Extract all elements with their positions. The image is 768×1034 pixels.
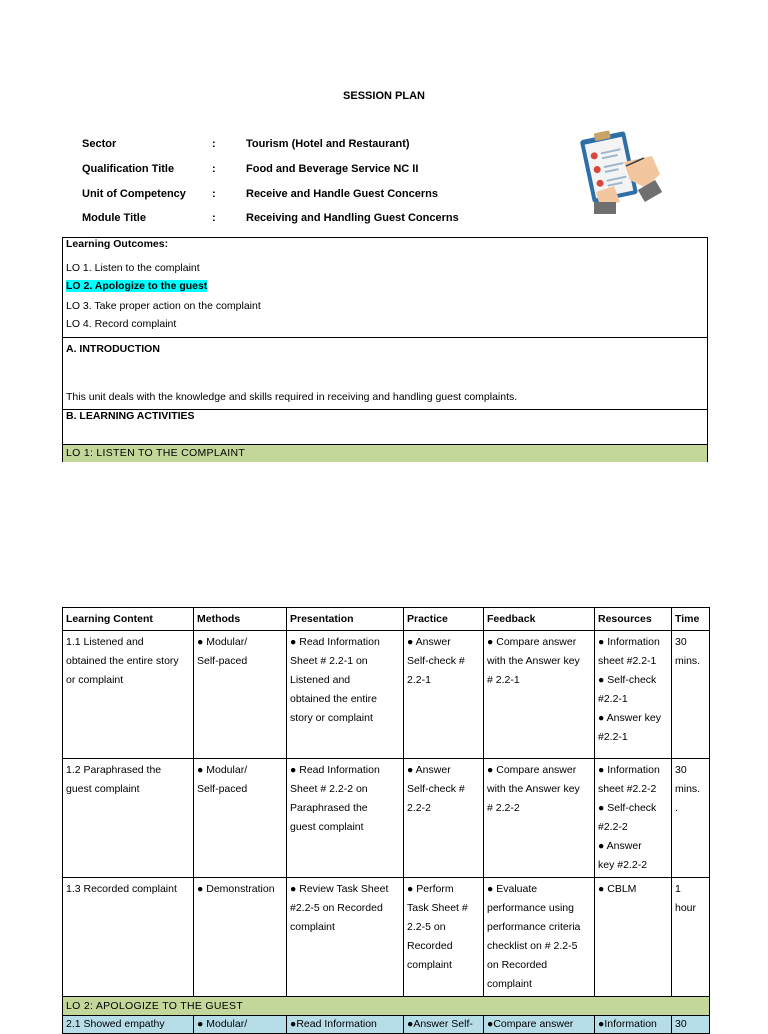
table-cell bbox=[404, 759, 484, 878]
cell-line: ● Perform bbox=[407, 883, 454, 895]
cell-line: Task Sheet # bbox=[407, 902, 468, 914]
table-row bbox=[63, 759, 710, 878]
cell-line: ● Read Information bbox=[290, 764, 380, 776]
cell-line: guest complaint bbox=[66, 783, 140, 795]
cell-line: Recorded bbox=[407, 940, 453, 952]
table-cell bbox=[672, 759, 710, 878]
table-cell: ● Modular/ bbox=[194, 1016, 287, 1034]
introduction-text: This unit deals with the knowledge and skills required in receiving and handling guest complaints. bbox=[66, 391, 518, 403]
cell-line: # 2.2-1 bbox=[487, 674, 520, 686]
cell-line: 2.2-5 on bbox=[407, 921, 446, 933]
cell-line: performance criteria bbox=[487, 921, 581, 933]
table-cell bbox=[672, 631, 710, 759]
cell-line: or complaint bbox=[66, 674, 124, 686]
lo2-band-label: LO 2: APOLOGIZE TO THE GUEST bbox=[63, 997, 710, 1016]
cell-line: ● Self-check bbox=[598, 802, 657, 814]
header-colon: : bbox=[212, 163, 216, 175]
cell-line: 1.2 Paraphrased the bbox=[66, 764, 162, 776]
column-header: Presentation bbox=[287, 608, 404, 631]
cell-line: #2.2-5 on Recorded bbox=[290, 902, 383, 914]
cell-line: #2.2-1 bbox=[598, 693, 628, 705]
outcome-item: LO 1. Listen to the complaint bbox=[66, 262, 200, 274]
header-value: Receiving and Handling Guest Concerns bbox=[246, 212, 459, 224]
cell-line: ● Information bbox=[598, 636, 660, 648]
cell-line: performance using bbox=[487, 902, 574, 914]
table-cell bbox=[595, 631, 672, 759]
table-cell bbox=[484, 878, 595, 997]
outcomes-heading: Learning Outcomes: bbox=[66, 238, 169, 250]
column-header: Methods bbox=[194, 608, 287, 631]
outcome-item: LO 4. Record complaint bbox=[66, 318, 177, 330]
cell-line: on Recorded bbox=[487, 959, 548, 971]
table-cell: ●Compare answer bbox=[484, 1016, 595, 1034]
table-cell bbox=[287, 878, 404, 997]
table-row bbox=[63, 631, 710, 759]
cell-line: Sheet # 2.2-2 on bbox=[290, 783, 368, 795]
header-label: Unit of Competency bbox=[82, 188, 186, 200]
cell-line: sheet #2.2-2 bbox=[598, 783, 657, 795]
cell-line: with the Answer key bbox=[487, 655, 580, 667]
divider bbox=[63, 337, 707, 338]
table-cell bbox=[63, 878, 194, 997]
cell-line: ● Self-check bbox=[598, 674, 657, 686]
table-cell bbox=[404, 878, 484, 997]
cell-line: 2.2-1 bbox=[407, 674, 431, 686]
clipboard-checklist-icon bbox=[574, 122, 674, 216]
cell-line: obtained the entire bbox=[290, 693, 377, 705]
cell-line: ● Compare answer bbox=[487, 764, 577, 776]
header-value: Receive and Handle Guest Concerns bbox=[246, 188, 438, 200]
cell-line: ● Compare answer bbox=[487, 636, 577, 648]
cell-line: #2.2-2 bbox=[598, 821, 628, 833]
cell-line: mins. bbox=[675, 655, 701, 667]
table-cell bbox=[672, 878, 710, 997]
table-row bbox=[63, 878, 710, 997]
column-header: Learning Content bbox=[63, 608, 194, 631]
header-colon: : bbox=[212, 138, 216, 150]
table-cell bbox=[194, 759, 287, 878]
cell-line: mins. bbox=[675, 783, 701, 795]
table-header-row bbox=[63, 608, 710, 631]
cell-line: #2.2-1 bbox=[598, 731, 628, 743]
cell-line: ● Read Information bbox=[290, 636, 380, 648]
header-colon: : bbox=[212, 212, 216, 224]
cell-line: Self-paced bbox=[197, 783, 248, 795]
activities-table bbox=[62, 607, 710, 1034]
cell-line: ● Answer bbox=[407, 636, 451, 648]
activities-heading: B. LEARNING ACTIVITIES bbox=[66, 410, 195, 422]
cell-line: ● Information bbox=[598, 764, 660, 776]
table-cell bbox=[287, 631, 404, 759]
cell-line: Listened and bbox=[290, 674, 351, 686]
table-cell bbox=[484, 759, 595, 878]
cell-line: Sheet # 2.2-1 on bbox=[290, 655, 368, 667]
table-cell bbox=[595, 878, 672, 997]
cell-line: 1 bbox=[675, 883, 681, 895]
cell-line: 1.1 Listened and bbox=[66, 636, 144, 648]
column-header: Practice bbox=[404, 608, 484, 631]
table-cell bbox=[63, 631, 194, 759]
header-value: Food and Beverage Service NC II bbox=[246, 163, 419, 175]
cell-line: Self-paced bbox=[197, 655, 248, 667]
cell-line: guest complaint bbox=[290, 821, 364, 833]
outcome-item-highlighted: LO 2. Apologize to the guest bbox=[66, 280, 208, 292]
cell-line: . bbox=[675, 802, 678, 814]
introduction-heading: A. INTRODUCTION bbox=[66, 343, 160, 355]
table-cell: ●Answer Self- bbox=[404, 1016, 484, 1034]
table-row bbox=[63, 1016, 710, 1034]
table-cell bbox=[484, 631, 595, 759]
column-header: Resources bbox=[595, 608, 672, 631]
cell-line: ● Modular/ bbox=[197, 764, 248, 776]
header-label: Sector bbox=[82, 138, 117, 150]
cell-line: Self-check # bbox=[407, 783, 465, 795]
cell-line: ● Evaluate bbox=[487, 883, 538, 895]
cell-line: ● Answer bbox=[407, 764, 451, 776]
table-cell bbox=[194, 631, 287, 759]
cell-line: complaint bbox=[487, 978, 532, 990]
cell-line: hour bbox=[675, 902, 697, 914]
lo1-band bbox=[63, 444, 707, 462]
table-cell: 30 bbox=[672, 1016, 710, 1034]
table-cell: ●Read Information bbox=[287, 1016, 404, 1034]
header-label: Module Title bbox=[82, 212, 146, 224]
cell-line: obtained the entire story bbox=[66, 655, 179, 667]
table-cell bbox=[287, 759, 404, 878]
cell-line: ● Demonstration bbox=[197, 883, 275, 895]
cell-line: ● CBLM bbox=[598, 883, 637, 895]
header-label: Qualification Title bbox=[82, 163, 175, 175]
cell-line: ● Answer bbox=[598, 840, 642, 852]
header-value: Tourism (Hotel and Restaurant) bbox=[246, 138, 410, 150]
cell-line: complaint bbox=[290, 921, 335, 933]
table-cell: 2.1 Showed empathy bbox=[63, 1016, 194, 1034]
cell-line: with the Answer key bbox=[487, 783, 580, 795]
lo1-band-label: LO 1: LISTEN TO THE COMPLAINT bbox=[66, 447, 246, 459]
cell-line: key #2.2-2 bbox=[598, 859, 648, 871]
cell-line: ● Answer key bbox=[598, 712, 661, 724]
header-colon: : bbox=[212, 188, 216, 200]
table-cell bbox=[404, 631, 484, 759]
cell-line: 1.3 Recorded complaint bbox=[66, 883, 177, 895]
cell-line: 30 bbox=[675, 764, 687, 776]
lo2-band-row bbox=[63, 997, 710, 1016]
cell-line: checklist on # 2.2-5 bbox=[487, 940, 578, 952]
cell-line: 2.2-2 bbox=[407, 802, 431, 814]
table-cell bbox=[63, 759, 194, 878]
cell-line: ● Modular/ bbox=[197, 636, 248, 648]
cell-line: # 2.2-2 bbox=[487, 802, 520, 814]
page-title: SESSION PLAN bbox=[343, 90, 425, 102]
outcomes-box bbox=[62, 237, 708, 462]
table-cell bbox=[194, 878, 287, 997]
cell-line: complaint bbox=[407, 959, 452, 971]
cell-line: 30 bbox=[675, 636, 687, 648]
cell-line: story or complaint bbox=[290, 712, 373, 724]
table-cell: ●Information bbox=[595, 1016, 672, 1034]
cell-line: sheet #2.2-1 bbox=[598, 655, 657, 667]
cell-line: Self-check # bbox=[407, 655, 465, 667]
table-cell bbox=[595, 759, 672, 878]
column-header: Time bbox=[672, 608, 710, 631]
outcome-item: LO 3. Take proper action on the complaint bbox=[66, 300, 261, 312]
cell-line: ● Review Task Sheet bbox=[290, 883, 389, 895]
column-header: Feedback bbox=[484, 608, 595, 631]
cell-line: Paraphrased the bbox=[290, 802, 368, 814]
